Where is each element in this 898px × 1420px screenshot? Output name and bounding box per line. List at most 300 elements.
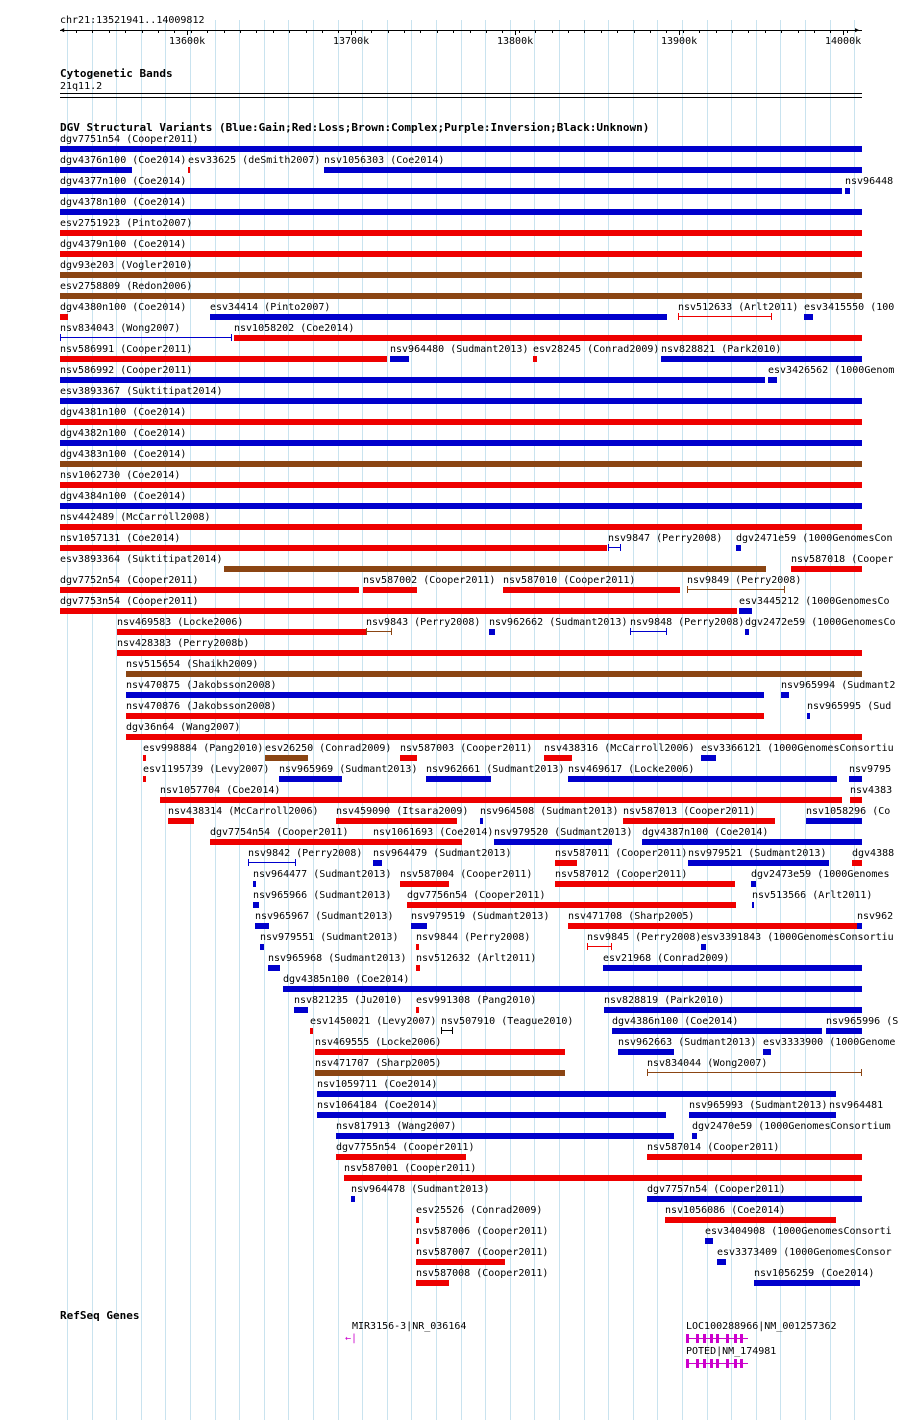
dgv-feature-label[interactable]: nsv9842 (Perry2008) (248, 848, 363, 859)
ruler-minor-tick (683, 30, 684, 33)
dgv-feature-bar[interactable] (315, 1070, 565, 1076)
dgv-feature-label[interactable]: nsv964480 (Sudmant2013) (390, 344, 529, 355)
dgv-feature-bar[interactable] (160, 797, 842, 803)
dgv-feature-label[interactable]: nsv9843 (Perry2008) (366, 617, 481, 628)
dgv-feature-span[interactable] (687, 589, 785, 590)
dgv-feature-end-tick (666, 628, 667, 635)
dgv-feature-label[interactable]: nsv587001 (Cooper2011) (344, 1163, 477, 1174)
dgv-feature-label[interactable]: dgv4382n100 (Coe2014) (60, 428, 187, 439)
dgv-feature-bar[interactable] (143, 755, 146, 761)
dgv-feature-label[interactable]: nsv1064184 (Coe2014) (317, 1100, 438, 1111)
dgv-feature-label[interactable]: dgv7751n54 (Cooper2011) (60, 134, 199, 145)
dgv-feature-label[interactable]: dgv4387n100 (Coe2014) (642, 827, 769, 838)
dgv-feature-bar[interactable] (60, 587, 359, 593)
dgv-feature-bar[interactable] (480, 818, 483, 824)
ruler-tick-label: 14000k (825, 36, 862, 47)
dgv-feature-label[interactable]: dgv4386n100 (Coe2014) (612, 1016, 739, 1027)
dgv-feature-label[interactable]: nsv587014 (Cooper2011) (647, 1142, 780, 1153)
dgv-feature-bar[interactable] (754, 1280, 860, 1286)
dgv-feature-bar[interactable] (568, 776, 837, 782)
dgv-feature-label[interactable]: esv34414 (Pinto2007) (210, 302, 331, 313)
dgv-feature-bar[interactable] (324, 167, 862, 173)
refseq-gene-label[interactable]: LOC100288966|NM_001257362 (686, 1321, 837, 1332)
dgv-feature-bar[interactable] (60, 314, 68, 320)
dgv-feature-label[interactable]: dgv4388 (852, 848, 895, 859)
dgv-feature-bar[interactable] (294, 1007, 308, 1013)
dgv-feature-bar[interactable] (503, 587, 680, 593)
dgv-feature-label[interactable]: nsv587008 (Cooper2011) (416, 1268, 549, 1279)
dgv-feature-bar[interactable] (736, 545, 741, 551)
dgv-feature-label[interactable]: dgv93e203 (Vogler2010) (60, 260, 193, 271)
dgv-feature-bar[interactable] (411, 923, 427, 929)
dgv-feature-bar[interactable] (665, 1217, 836, 1223)
dgv-feature-label[interactable]: nsv587010 (Cooper2011) (503, 575, 636, 586)
ruler-minor-tick (699, 30, 700, 33)
dgv-feature-label[interactable]: nsv470875 (Jakobsson2008) (126, 680, 277, 691)
dgv-feature-label[interactable]: nsv515654 (Shaikh2009) (126, 659, 259, 670)
dgv-feature-label[interactable]: dgv2471e59 (1000GenomesCon (736, 533, 893, 544)
dgv-feature-bar[interactable] (60, 188, 842, 194)
dgv-feature-label[interactable]: nsv471708 (Sharp2005) (568, 911, 695, 922)
dgv-feature-label[interactable]: nsv587018 (Cooper (791, 554, 894, 565)
dgv-feature-bar[interactable] (804, 314, 813, 320)
dgv-feature-bar[interactable] (60, 503, 862, 509)
dgv-feature-label[interactable]: dgv7753n54 (Cooper2011) (60, 596, 199, 607)
dgv-feature-bar[interactable] (661, 356, 862, 362)
dgv-feature-label[interactable]: nsv469617 (Locke2006) (568, 764, 695, 775)
dgv-feature-bar[interactable] (373, 860, 382, 866)
dgv-feature-label[interactable]: nsv9844 (Perry2008) (416, 932, 531, 943)
dgv-feature-bar[interactable] (60, 293, 862, 299)
dgv-feature-label[interactable]: nsv979521 (Sudmant2013) (688, 848, 827, 859)
ruler-minor-tick (617, 30, 618, 33)
dgv-feature-bar[interactable] (126, 734, 862, 740)
dgv-feature-label[interactable]: nsv965968 (Sudmant2013) (268, 953, 407, 964)
dgv-feature-bar[interactable] (60, 524, 862, 530)
dgv-feature-bar[interactable] (807, 713, 810, 719)
dgv-feature-label[interactable]: nsv817913 (Wang2007) (336, 1121, 457, 1132)
dgv-feature-bar[interactable] (344, 1175, 862, 1181)
dgv-feature-label[interactable]: nsv834043 (Wong2007) (60, 323, 181, 334)
dgv-feature-bar[interactable] (647, 1196, 862, 1202)
dgv-feature-bar[interactable] (489, 629, 495, 635)
dgv-feature-label[interactable]: nsv965996 (S (826, 1016, 898, 1027)
dgv-feature-label[interactable]: esv3333900 (1000Genome (763, 1037, 896, 1048)
ruler-minor-tick (437, 30, 438, 33)
refseq-track-title: RefSeq Genes (60, 1309, 140, 1322)
dgv-feature-bar[interactable] (390, 356, 409, 362)
dgv-feature-bar[interactable] (310, 1028, 313, 1034)
gene-model-exon (703, 1359, 706, 1368)
dgv-feature-label[interactable]: esv991308 (Pang2010) (416, 995, 537, 1006)
dgv-feature-bar[interactable] (253, 881, 256, 887)
dgv-feature-bar[interactable] (60, 251, 862, 257)
dgv-feature-label[interactable]: esv1195739 (Levy2007) (143, 764, 270, 775)
gene-model-exon (726, 1359, 729, 1368)
dgv-feature-bar[interactable] (60, 167, 132, 173)
dgv-feature-bar[interactable] (60, 608, 737, 614)
gene-model-exon (686, 1359, 689, 1368)
ruler-axis (60, 30, 862, 31)
dgv-feature-bar[interactable] (126, 692, 764, 698)
dgv-feature-label[interactable]: dgv4376n100 (Coe2014) (60, 155, 187, 166)
dgv-feature-bar[interactable] (850, 797, 862, 803)
dgv-feature-label[interactable]: nsv507910 (Teague2010) (441, 1016, 574, 1027)
dgv-feature-bar[interactable] (224, 566, 766, 572)
dgv-feature-bar[interactable] (117, 629, 366, 635)
ruler-minor-tick (338, 30, 339, 33)
gene-model-exon (696, 1334, 699, 1343)
dgv-feature-label[interactable]: nsv471707 (Sharp2005) (315, 1058, 442, 1069)
refseq-gene-label[interactable]: MIR3156-3|NR_036164 (352, 1321, 467, 1332)
dgv-feature-label[interactable]: dgv2470e59 (1000GenomesConsortium (692, 1121, 891, 1132)
dgv-feature-label[interactable]: nsv586991 (Cooper2011) (60, 344, 193, 355)
ruler-tick-label: 13900k (661, 36, 698, 47)
dgv-feature-bar[interactable] (400, 881, 449, 887)
dgv-feature-bar[interactable] (265, 755, 308, 761)
dgv-feature-label[interactable]: nsv587011 (Cooper2011) (555, 848, 688, 859)
dgv-feature-bar[interactable] (336, 1133, 674, 1139)
dgv-feature-label[interactable]: nsv1057131 (Coe2014) (60, 533, 181, 544)
dgv-feature-label[interactable]: esv3445212 (1000GenomesCo (739, 596, 890, 607)
dgv-feature-label[interactable]: esv3893367 (Suktitipat2014) (60, 386, 223, 397)
dgv-feature-label[interactable]: esv25526 (Conrad2009) (416, 1205, 543, 1216)
dgv-feature-span[interactable] (678, 316, 772, 317)
dgv-feature-label[interactable]: dgv2472e59 (1000GenomesCo (745, 617, 896, 628)
dgv-feature-bar[interactable] (618, 1049, 674, 1055)
dgv-feature-bar[interactable] (555, 860, 577, 866)
dgv-feature-label[interactable]: esv28245 (Conrad2009) (533, 344, 660, 355)
dgv-feature-label[interactable]: nsv9848 (Perry2008) (630, 617, 745, 628)
dgv-feature-bar[interactable] (416, 944, 419, 950)
dgv-feature-bar[interactable] (845, 188, 850, 194)
dgv-feature-label[interactable]: nsv1059711 (Coe2014) (317, 1079, 438, 1090)
dgv-feature-bar[interactable] (568, 923, 862, 929)
dgv-feature-label[interactable]: esv3366121 (1000GenomesConsortiu (701, 743, 894, 754)
dgv-feature-bar[interactable] (426, 776, 491, 782)
dgv-feature-label[interactable]: esv2758809 (Redon2006) (60, 281, 193, 292)
dgv-feature-label[interactable]: esv3404908 (1000GenomesConsorti (705, 1226, 892, 1237)
dgv-feature-label[interactable]: nsv587006 (Cooper2011) (416, 1226, 549, 1237)
dgv-feature-label[interactable]: nsv828821 (Park2010) (661, 344, 782, 355)
dgv-feature-label[interactable]: nsv965966 (Sudmant2013) (253, 890, 392, 901)
dgv-feature-bar[interactable] (416, 1007, 419, 1013)
dgv-feature-label[interactable]: nsv1056086 (Coe2014) (665, 1205, 786, 1216)
ruler-minor-tick (634, 30, 635, 33)
dgv-feature-bar[interactable] (752, 902, 754, 908)
dgv-feature-label[interactable]: nsv1058296 (Co (806, 806, 891, 817)
dgv-feature-bar[interactable] (745, 629, 749, 635)
dgv-feature-label[interactable]: dgv36n64 (Wang2007) (126, 722, 241, 733)
dgv-feature-label[interactable]: dgv7756n54 (Cooper2011) (407, 890, 546, 901)
dgv-feature-label[interactable]: nsv965967 (Sudmant2013) (255, 911, 394, 922)
dgv-feature-bar[interactable] (701, 755, 716, 761)
dgv-feature-label[interactable]: dgv4380n100 (Coe2014) (60, 302, 187, 313)
dgv-feature-label[interactable]: esv3415550 (100 (804, 302, 895, 313)
dgv-feature-bar[interactable] (692, 1133, 697, 1139)
dgv-feature-label[interactable]: nsv1056303 (Coe2014) (324, 155, 445, 166)
dgv-feature-bar[interactable] (60, 398, 862, 404)
dgv-feature-label[interactable]: nsv587004 (Cooper2011) (400, 869, 533, 880)
dgv-feature-bar[interactable] (739, 608, 752, 614)
dgv-feature-bar[interactable] (117, 650, 862, 656)
ruler-minor-tick (601, 30, 602, 33)
dgv-feature-label[interactable]: nsv470876 (Jakobsson2008) (126, 701, 277, 712)
dgv-feature-label[interactable]: esv26250 (Conrad2009) (265, 743, 392, 754)
dgv-feature-bar[interactable] (126, 671, 862, 677)
dgv-feature-bar[interactable] (60, 461, 862, 467)
ruler-minor-tick (552, 30, 553, 33)
dgv-feature-label[interactable]: nsv512632 (Arlt2011) (416, 953, 537, 964)
dgv-feature-label[interactable]: nsv587012 (Cooper2011) (555, 869, 688, 880)
dgv-feature-label[interactable]: nsv587002 (Cooper2011) (363, 575, 496, 586)
dgv-feature-bar[interactable] (806, 818, 862, 824)
dgv-feature-end-tick (295, 859, 296, 866)
dgv-feature-end-tick (687, 586, 688, 593)
ruler-minor-tick (224, 30, 225, 33)
dgv-feature-bar[interactable] (60, 377, 765, 383)
dgv-feature-label[interactable]: nsv469555 (Locke2006) (315, 1037, 442, 1048)
dgv-feature-label[interactable]: dgv4381n100 (Coe2014) (60, 407, 187, 418)
dgv-feature-bar[interactable] (400, 755, 417, 761)
ruler-minor-tick (519, 30, 520, 33)
refseq-gene-label[interactable]: POTED|NM_174981 (686, 1346, 777, 1357)
dgv-feature-label[interactable]: dgv7755n54 (Cooper2011) (336, 1142, 475, 1153)
dgv-feature-span[interactable] (647, 1072, 862, 1073)
dgv-feature-end-tick (678, 313, 679, 320)
dgv-feature-bar[interactable] (60, 545, 607, 551)
dgv-feature-bar[interactable] (791, 566, 862, 572)
ruler-tick-label: 13600k (169, 36, 206, 47)
dgv-feature-bar[interactable] (623, 818, 775, 824)
dgv-feature-bar[interactable] (336, 818, 457, 824)
dgv-feature-label[interactable]: nsv965993 (Sudmant2013) (689, 1100, 828, 1111)
dgv-feature-bar[interactable] (612, 1028, 822, 1034)
dgv-feature-label[interactable]: nsv979551 (Sudmant2013) (260, 932, 399, 943)
dgv-feature-bar[interactable] (852, 860, 862, 866)
dgv-feature-bar[interactable] (279, 776, 342, 782)
dgv-feature-bar[interactable] (826, 1028, 862, 1034)
dgv-feature-bar[interactable] (315, 1049, 565, 1055)
ruler-minor-tick (716, 30, 717, 33)
dgv-feature-label[interactable]: nsv587003 (Cooper2011) (400, 743, 533, 754)
dgv-feature-bar[interactable] (416, 1259, 505, 1265)
dgv-feature-label[interactable]: esv21968 (Conrad2009) (603, 953, 730, 964)
dgv-feature-label[interactable]: dgv2473e59 (1000Genomes (751, 869, 890, 880)
dgv-feature-label[interactable]: esv33625 (deSmith2007) (188, 155, 321, 166)
dgv-feature-label[interactable]: nsv1062730 (Coe2014) (60, 470, 181, 481)
dgv-feature-bar[interactable] (60, 272, 862, 278)
dgv-feature-label[interactable]: dgv7757n54 (Cooper2011) (647, 1184, 786, 1195)
dgv-feature-label[interactable]: nsv1061693 (Coe2014) (373, 827, 494, 838)
dgv-feature-bar[interactable] (253, 902, 259, 908)
dgv-feature-label[interactable]: nsv1058202 (Coe2014) (234, 323, 355, 334)
ruler-tick (351, 30, 352, 35)
dgv-feature-bar[interactable] (317, 1112, 666, 1118)
dgv-feature-label[interactable]: esv3893364 (Suktitipat2014) (60, 554, 223, 565)
dgv-feature-bar[interactable] (763, 1049, 771, 1055)
dgv-feature-bar[interactable] (416, 965, 420, 971)
dgv-feature-label[interactable]: nsv979519 (Sudmant2013) (411, 911, 550, 922)
dgv-feature-bar[interactable] (642, 839, 862, 845)
dgv-feature-bar[interactable] (751, 881, 756, 887)
dgv-feature-label[interactable]: nsv438316 (McCarroll2006) (544, 743, 695, 754)
dgv-feature-label[interactable]: esv1450021 (Levy2007) (310, 1016, 437, 1027)
dgv-feature-bar[interactable] (688, 860, 829, 866)
dgv-feature-label[interactable]: nsv438314 (McCarroll2006) (168, 806, 319, 817)
ruler-minor-tick (830, 30, 831, 33)
ruler-minor-tick (584, 30, 585, 33)
ruler-tick (843, 30, 844, 35)
dgv-feature-bar[interactable] (717, 1259, 726, 1265)
dgv-feature-label[interactable]: nsv964508 (Sudmant2013) (480, 806, 619, 817)
dgv-feature-bar[interactable] (351, 1196, 355, 1202)
dgv-feature-bar[interactable] (188, 167, 190, 173)
dgv-feature-label[interactable]: nsv586992 (Cooper2011) (60, 365, 193, 376)
dgv-feature-bar[interactable] (168, 818, 194, 824)
dgv-feature-label[interactable]: esv2751923 (Pinto2007) (60, 218, 193, 229)
dgv-feature-bar[interactable] (210, 314, 667, 320)
dgv-feature-bar[interactable] (416, 1280, 449, 1286)
dgv-feature-label[interactable]: dgv4377n100 (Coe2014) (60, 176, 187, 187)
dgv-feature-span[interactable] (60, 337, 232, 338)
dgv-feature-label[interactable]: nsv962661 (Sudmant2013) (426, 764, 565, 775)
dgv-feature-bar[interactable] (234, 335, 862, 341)
dgv-feature-bar[interactable] (317, 1091, 836, 1097)
dgv-feature-bar[interactable] (126, 713, 764, 719)
dgv-feature-label[interactable]: nsv9849 (Perry2008) (687, 575, 802, 586)
dgv-feature-label[interactable]: nsv979520 (Sudmant2013) (494, 827, 633, 838)
dgv-feature-label[interactable]: nsv9795 (849, 764, 892, 775)
dgv-feature-label[interactable]: nsv469583 (Locke2006) (117, 617, 244, 628)
dgv-feature-bar[interactable] (60, 419, 862, 425)
dgv-feature-bar[interactable] (336, 1154, 466, 1160)
dgv-feature-label[interactable]: nsv965969 (Sudmant2013) (279, 764, 418, 775)
dgv-feature-label[interactable]: nsv9845 (Perry2008) (587, 932, 702, 943)
dgv-feature-bar[interactable] (555, 881, 735, 887)
dgv-feature-label[interactable]: esv3426562 (1000Genom (768, 365, 895, 376)
dgv-feature-bar[interactable] (857, 923, 862, 929)
dgv-feature-bar[interactable] (60, 482, 862, 488)
dgv-feature-label[interactable]: dgv7754n54 (Cooper2011) (210, 827, 349, 838)
dgv-feature-label[interactable]: nsv96448 (845, 176, 894, 187)
dgv-feature-bar[interactable] (283, 986, 862, 992)
cytoband-label[interactable]: 21q11.2 (60, 81, 103, 92)
dgv-feature-label[interactable]: esv3373409 (1000GenomesConsor (717, 1247, 892, 1258)
dgv-feature-bar[interactable] (604, 1007, 862, 1013)
dgv-feature-label[interactable]: nsv962 (857, 911, 894, 922)
dgv-feature-bar[interactable] (60, 230, 862, 236)
dgv-feature-label[interactable]: dgv7752n54 (Cooper2011) (60, 575, 199, 586)
dgv-feature-bar[interactable] (373, 839, 462, 845)
dgv-feature-label[interactable]: nsv587007 (Cooper2011) (416, 1247, 549, 1258)
dgv-feature-bar[interactable] (60, 209, 862, 215)
dgv-feature-bar[interactable] (533, 356, 537, 362)
dgv-feature-label[interactable]: dgv4383n100 (Coe2014) (60, 449, 187, 460)
dgv-feature-span[interactable] (630, 631, 667, 632)
dgv-feature-bar[interactable] (260, 944, 264, 950)
dgv-feature-label[interactable]: nsv964478 (Sudmant2013) (351, 1184, 490, 1195)
dgv-feature-bar[interactable] (255, 923, 269, 929)
dgv-feature-label[interactable]: nsv964479 (Sudmant2013) (373, 848, 512, 859)
dgv-feature-bar[interactable] (210, 839, 376, 845)
dgv-feature-bar[interactable] (603, 965, 862, 971)
dgv-feature-bar[interactable] (768, 377, 777, 383)
dgv-feature-label[interactable]: dgv4379n100 (Coe2014) (60, 239, 187, 250)
dgv-feature-label[interactable]: nsv1056259 (Coe2014) (754, 1268, 875, 1279)
dgv-feature-bar[interactable] (60, 356, 387, 362)
gene-model-exon (716, 1334, 719, 1343)
dgv-feature-bar[interactable] (407, 902, 736, 908)
dgv-feature-span[interactable] (248, 862, 296, 863)
gene-model-exon (734, 1334, 737, 1343)
dgv-feature-bar[interactable] (268, 965, 280, 971)
dgv-feature-bar[interactable] (689, 1112, 836, 1118)
dgv-feature-bar[interactable] (416, 1217, 419, 1223)
dgv-feature-label[interactable]: nsv442489 (McCarroll2008) (60, 512, 211, 523)
dgv-feature-bar[interactable] (781, 692, 789, 698)
ruler-minor-tick (371, 30, 372, 33)
cytoband-line-2 (60, 97, 862, 98)
dgv-feature-bar[interactable] (143, 776, 146, 782)
dgv-feature-bar[interactable] (60, 440, 862, 446)
dgv-feature-bar[interactable] (494, 839, 612, 845)
dgv-feature-label[interactable]: nsv428383 (Perry2008b) (117, 638, 250, 649)
dgv-feature-label[interactable]: nsv512633 (Arlt2011) (678, 302, 799, 313)
dgv-feature-label[interactable]: nsv834044 (Wong2007) (647, 1058, 768, 1069)
dgv-feature-label[interactable]: esv998884 (Pang2010) (143, 743, 264, 754)
dgv-feature-label[interactable]: nsv587013 (Cooper2011) (623, 806, 756, 817)
dgv-feature-end-tick (630, 628, 631, 635)
dgv-feature-label[interactable]: nsv821235 (Ju2010) (294, 995, 403, 1006)
gene-model-mir[interactable]: ←| (345, 1333, 358, 1344)
dgv-feature-bar[interactable] (647, 1154, 862, 1160)
dgv-feature-bar[interactable] (416, 1238, 419, 1244)
ruler-minor-tick (207, 30, 208, 33)
dgv-feature-label[interactable]: nsv1057704 (Coe2014) (160, 785, 281, 796)
dgv-feature-label[interactable]: dgv4384n100 (Coe2014) (60, 491, 187, 502)
dgv-feature-span[interactable] (366, 631, 392, 632)
dgv-feature-label[interactable]: nsv459090 (Itsara2009) (336, 806, 469, 817)
dgv-feature-label[interactable]: nsv828819 (Park2010) (604, 995, 725, 1006)
dgv-feature-bar[interactable] (60, 146, 862, 152)
dgv-feature-label[interactable]: nsv964477 (Sudmant2013) (253, 869, 392, 880)
dgv-feature-bar[interactable] (829, 1112, 833, 1118)
dgv-feature-label[interactable]: nsv962662 (Sudmant2013) (489, 617, 628, 628)
dgv-feature-label[interactable]: nsv4383 (850, 785, 893, 796)
dgv-feature-label[interactable]: dgv4385n100 (Coe2014) (283, 974, 410, 985)
dgv-feature-label[interactable]: nsv965994 (Sudmant2 (781, 680, 896, 691)
dgv-feature-label[interactable]: nsv965995 (Sud (807, 701, 892, 712)
dgv-feature-bar[interactable] (705, 1238, 713, 1244)
dgv-feature-bar[interactable] (849, 776, 862, 782)
dgv-feature-span[interactable] (587, 946, 612, 947)
dgv-feature-end-tick (861, 1069, 862, 1076)
ruler-minor-tick (814, 30, 815, 33)
dgv-feature-bar[interactable] (363, 587, 417, 593)
dgv-feature-label[interactable]: dgv4378n100 (Coe2014) (60, 197, 187, 208)
dgv-feature-label[interactable]: nsv9847 (Perry2008) (608, 533, 723, 544)
dgv-feature-label[interactable]: esv3391843 (1000GenomesConsortiu (701, 932, 894, 943)
ruler-right-arrow: ▶ (855, 26, 860, 34)
dgv-feature-label[interactable]: nsv513566 (Arlt2011) (752, 890, 873, 901)
dgv-feature-label[interactable]: nsv962663 (Sudmant2013) (618, 1037, 757, 1048)
ruler-minor-tick (765, 30, 766, 33)
dgv-feature-bar[interactable] (701, 944, 706, 950)
dgv-feature-label[interactable]: nsv964481 (829, 1100, 884, 1111)
dgv-feature-bar[interactable] (544, 755, 572, 761)
ruler-minor-tick (191, 30, 192, 33)
